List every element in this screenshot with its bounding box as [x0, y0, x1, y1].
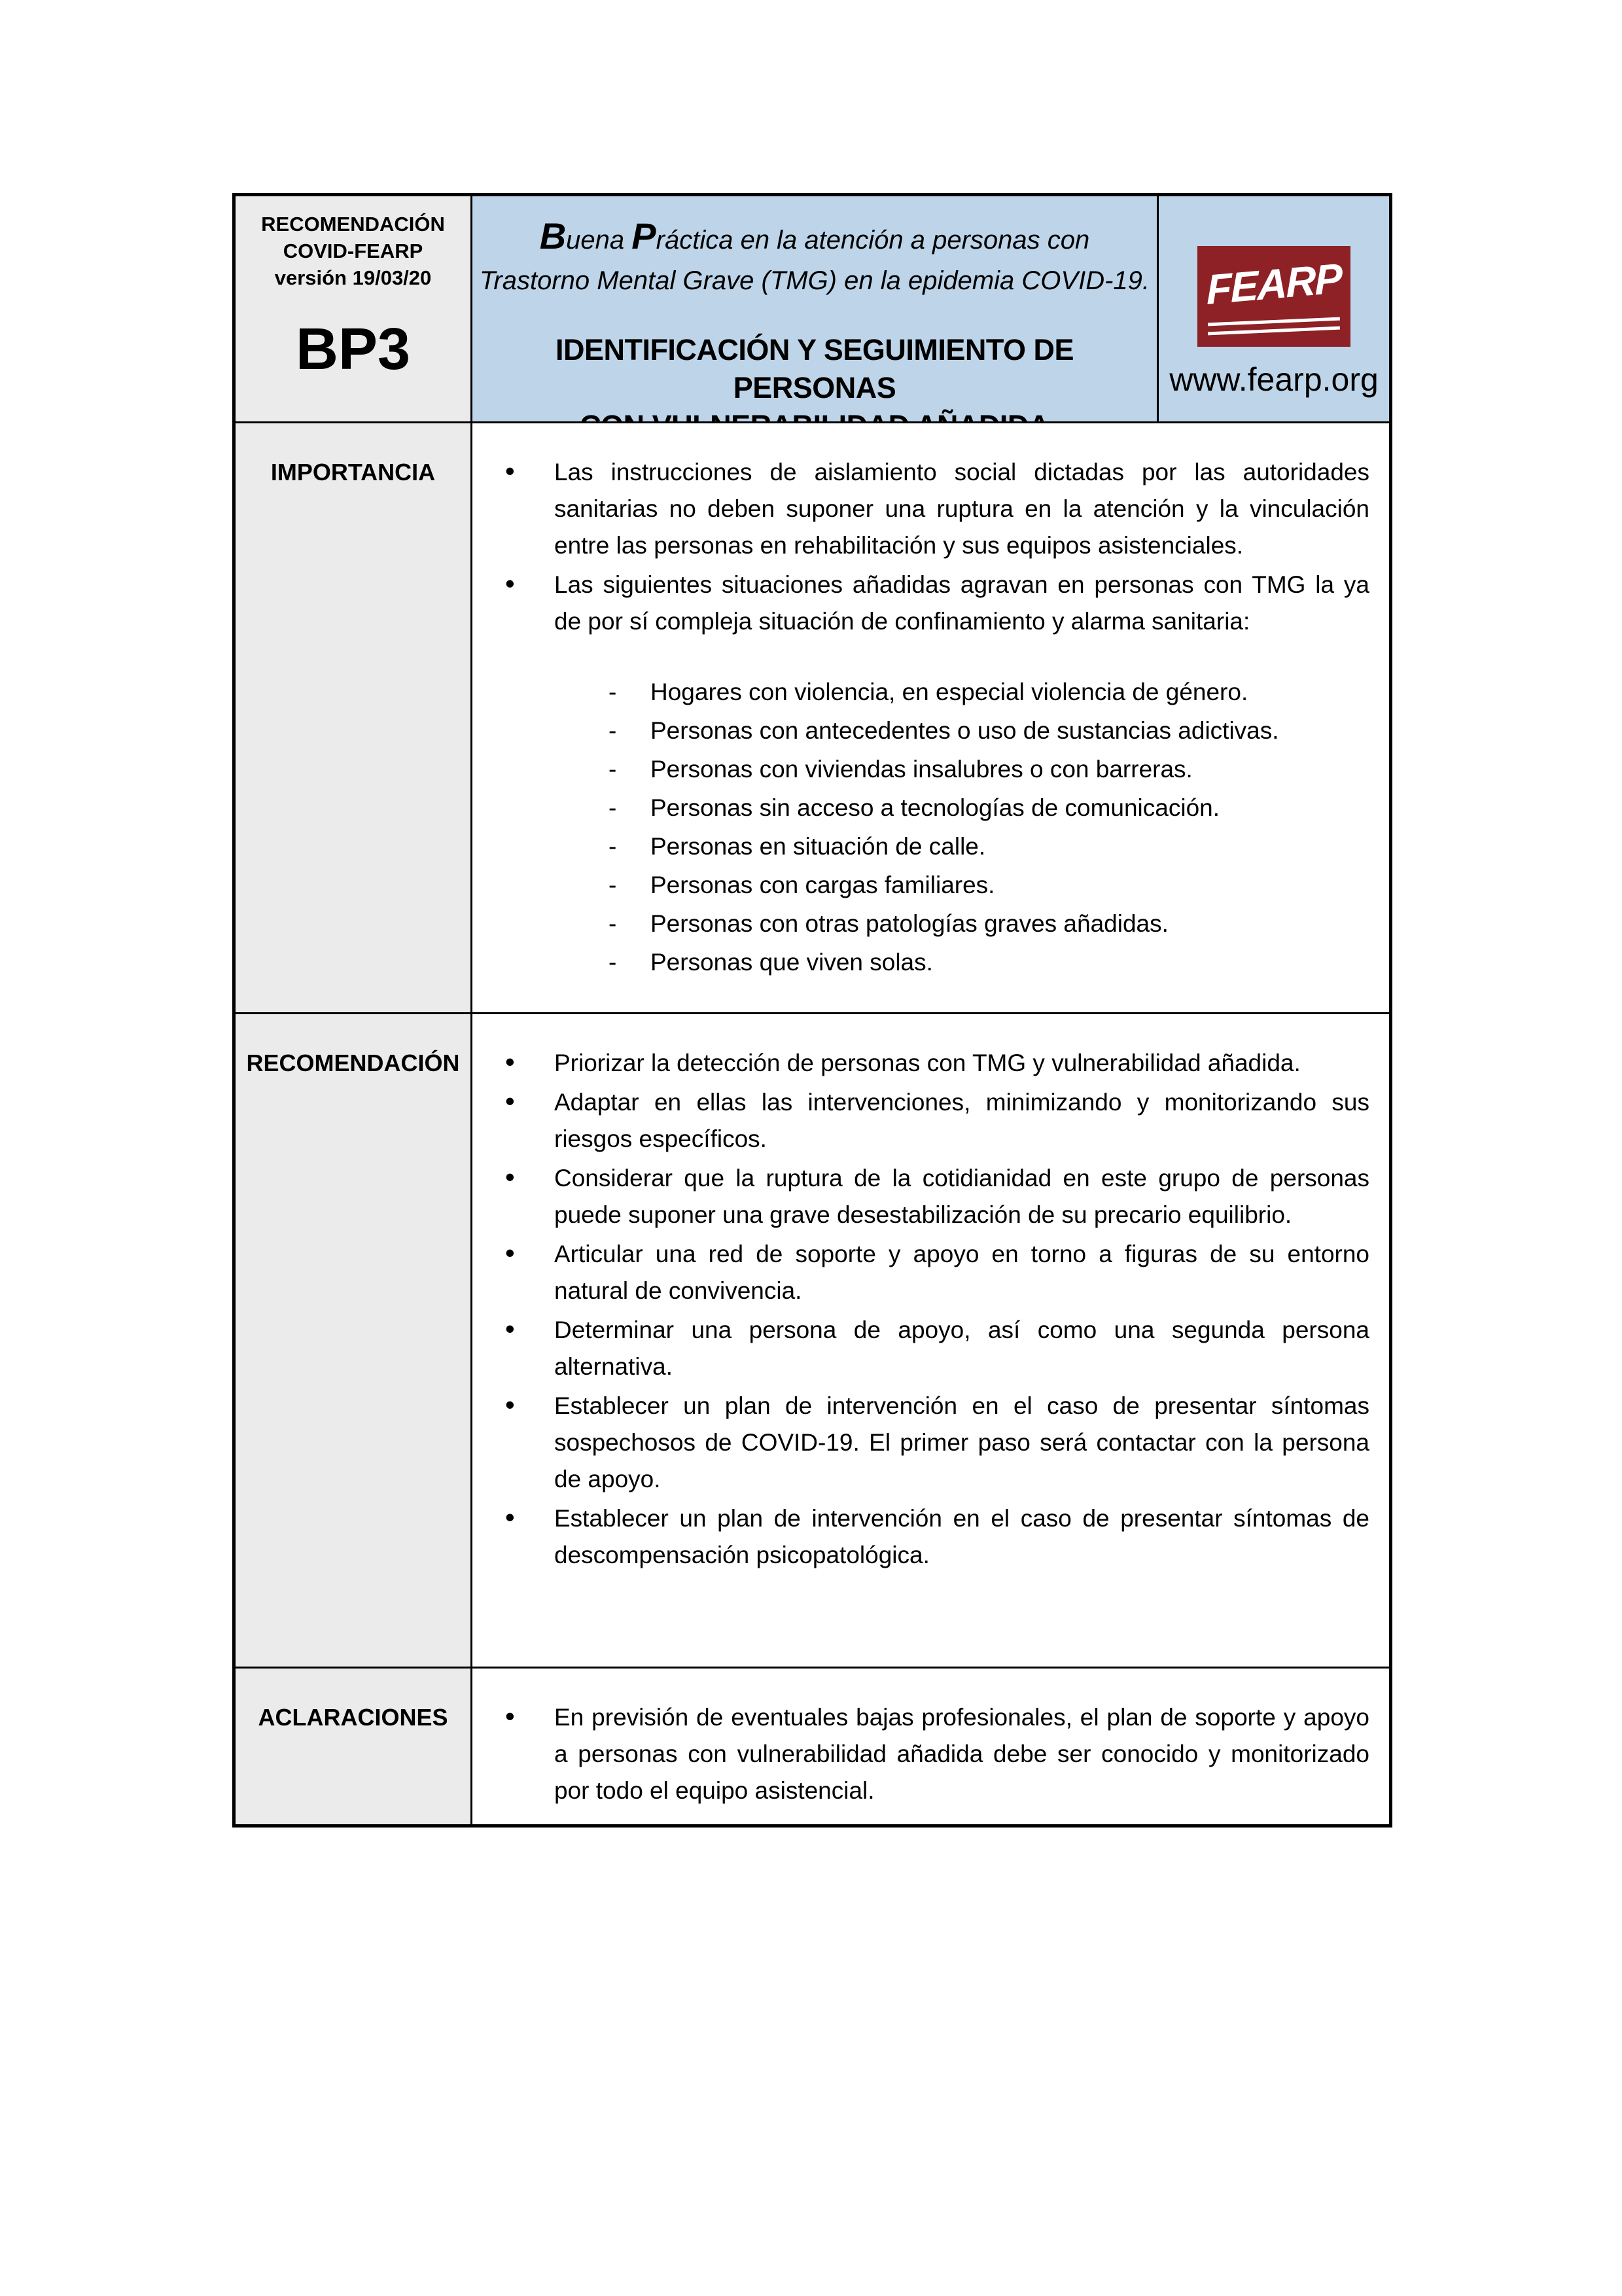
subtitle-initial-p: P: [631, 215, 656, 256]
bullet-item: • Las siguientes situaciones añadidas agravan en personas con TMG la ya de por sí compleja situación de confinamiento y alarma sanitaria:: [472, 567, 1369, 640]
practice-subtitle-line-2: Trastorno Mental Grave (TMG) en la epidemia COVID-19.: [479, 266, 1150, 295]
vulnerability-sublist: [472, 674, 1369, 981]
header-title-cell: [472, 196, 1159, 423]
practice-subtitle-line-1: [472, 216, 1157, 260]
section-content-recomendacion: [472, 1014, 1389, 1669]
bullet-item: • Adaptar en ellas las intervenciones, minimizando y monitorizando sus riesgos específicos.: [472, 1084, 1369, 1157]
sub-bullet-item: - Personas con antecedentes o uso de sustancias adictivas.: [472, 713, 1369, 749]
bullet-item: • En previsión de eventuales bajas profesionales, el plan de soporte y apoyo a personas con vulnerabilidad añadida debe ser conocido y monitorizado por todo el equipo asistencial.: [472, 1699, 1369, 1809]
sub-bullet-item: - Personas que viven solas.: [472, 944, 1369, 981]
section-label-recomendacion: RECOMENDACIÓN: [236, 1014, 472, 1669]
subtitle-text: ráctica en la atención a personas con: [656, 226, 1090, 255]
subtitle-initial-b: B: [539, 215, 567, 256]
sub-bullet-item: - Personas sin acceso a tecnologías de comunicación.: [472, 790, 1369, 826]
fearp-logo: [1197, 246, 1350, 347]
section-label-importancia: IMPORTANCIA: [236, 423, 472, 1014]
badge-line-2: COVID-FEARP: [283, 239, 423, 262]
bullet-item: • Establecer un plan de intervención en el caso de presentar síntomas sospechosos de COVID-19. El primer paso será contactar con la persona de apoyo.: [472, 1388, 1369, 1498]
subtitle-text: uena: [566, 226, 632, 255]
bullet-item: • Articular una red de soporte y apoyo en torno a figuras de su entorno natural de convivencia.: [472, 1236, 1369, 1309]
bullet-item: • Considerar que la ruptura de la cotidianidad en este grupo de personas puede suponer una grave desestabilización de su precario equilibrio.: [472, 1160, 1369, 1233]
bullet-item: • Determinar una persona de apoyo, así como una segunda persona alternativa.: [472, 1312, 1369, 1385]
document-title-line-1: IDENTIFICACIÓN Y SEGUIMIENTO DE PERSONAS: [555, 333, 1074, 404]
badge-line-3: versión 19/03/20: [274, 266, 432, 289]
sub-bullet-item: - Personas con cargas familiares.: [472, 867, 1369, 904]
section-content-importancia: [472, 423, 1389, 1014]
sub-bullet-item: - Hogares con violencia, en especial violencia de género.: [472, 674, 1369, 711]
fearp-logo-text: FEARP: [1205, 254, 1342, 314]
sub-bullet-item: - Personas con otras patologías graves añadidas.: [472, 906, 1369, 942]
sub-bullet-item: - Personas en situación de calle.: [472, 828, 1369, 865]
bullet-item: • Priorizar la detección de personas con TMG y vulnerabilidad añadida.: [472, 1045, 1369, 1082]
badge-line-1: RECOMENDACIÓN: [261, 213, 445, 236]
header-badge-cell: [236, 196, 472, 423]
logo-url: www.fearp.org: [1169, 361, 1379, 398]
bullet-item: • Las instrucciones de aislamiento social dictadas por las autoridades sanitarias no deben suponer una ruptura en la atención y la vinculación entre las personas en rehabilitación y sus equipos asistenciales.: [472, 454, 1369, 564]
document-table: [232, 193, 1392, 1828]
header-logo-cell: [1159, 196, 1389, 423]
sub-bullet-item: - Personas con viviendas insalubres o con barreras.: [472, 751, 1369, 788]
bullet-item: • Establecer un plan de intervención en el caso de presentar síntomas de descompensación psicopatológica.: [472, 1500, 1369, 1574]
section-content-aclaraciones: [472, 1669, 1389, 1824]
bp-code: BP3: [295, 317, 411, 382]
section-label-aclaraciones: ACLARACIONES: [236, 1669, 472, 1824]
